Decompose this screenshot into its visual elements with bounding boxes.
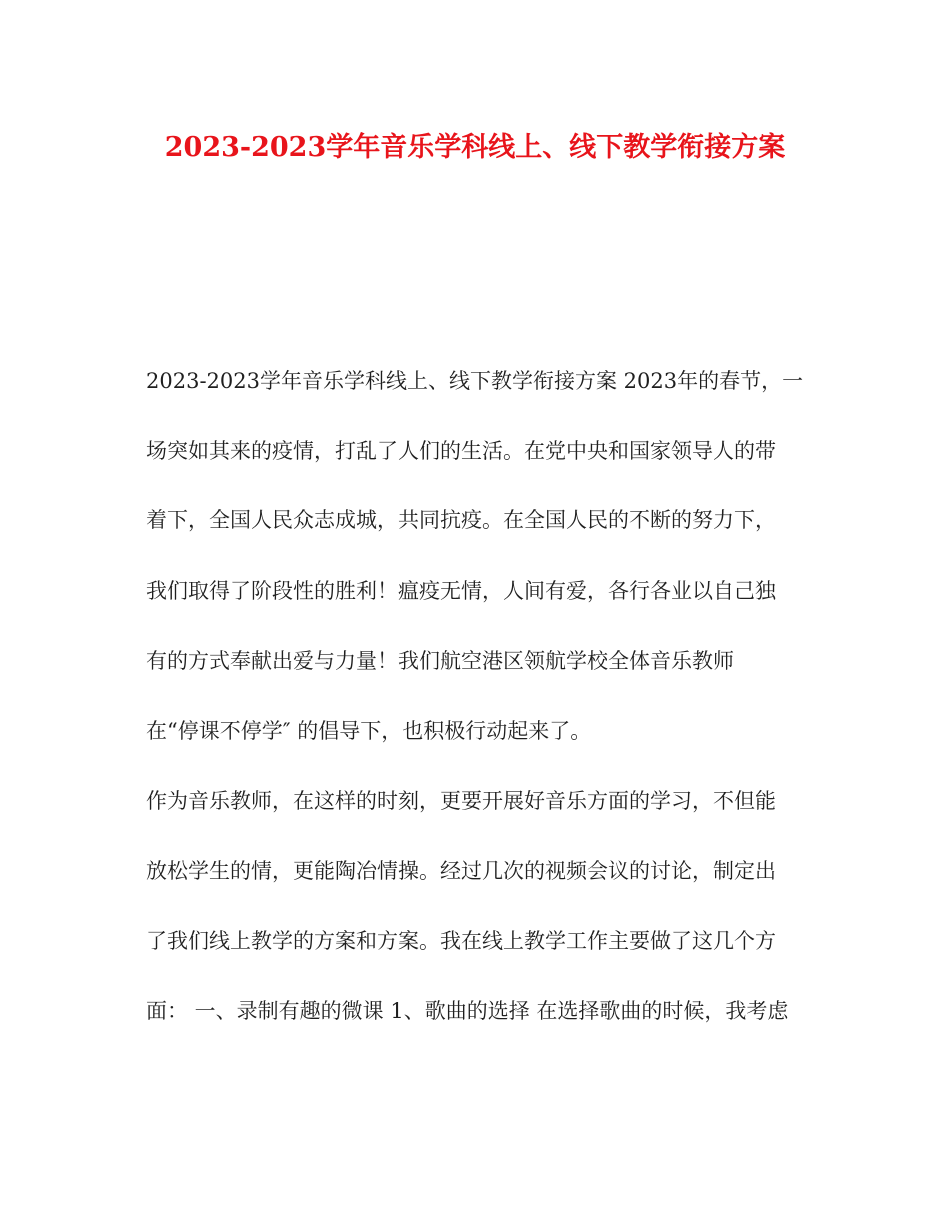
body-line-4: 我们取得了阶段性的胜利！瘟疫无情，人间有爱，各行各业以自己独 (146, 579, 776, 603)
body-line-6: 在“停课不停学″ 的倡导下，也积极行动起来了。 (146, 719, 592, 743)
body-line-2: 场突如其来的疫情，打乱了人们的生活。在党中央和国家领导人的带 (146, 439, 776, 463)
document-title: 2023-2023学年音乐学科线上、线下教学衔接方案 (164, 132, 786, 163)
body-line-9: 了我们线上教学的方案和方案。我在线上教学工作主要做了这几个方 (146, 929, 776, 953)
body-line-3: 着下，全国人民众志成城，共同抗疫。在全国人民的不断的努力下， (146, 508, 776, 532)
body-line-7: 作为音乐教师，在这样的时刻，更要开展好音乐方面的学习，不但能 (146, 789, 776, 813)
body-line-1: 2023-2023学年音乐学科线上、线下教学衔接方案 2023年的春节，一 (146, 369, 804, 393)
body-line-10: 面： 一、录制有趣的微课 1、歌曲的选择 在选择歌曲的时候，我考虑 (146, 999, 789, 1023)
body-line-8: 放松学生的情，更能陶冶情操。经过几次的视频会议的讨论，制定出 (146, 859, 776, 883)
body-line-5: 有的方式奉献出爱与力量！我们航空港区领航学校全体音乐教师 (146, 649, 734, 673)
